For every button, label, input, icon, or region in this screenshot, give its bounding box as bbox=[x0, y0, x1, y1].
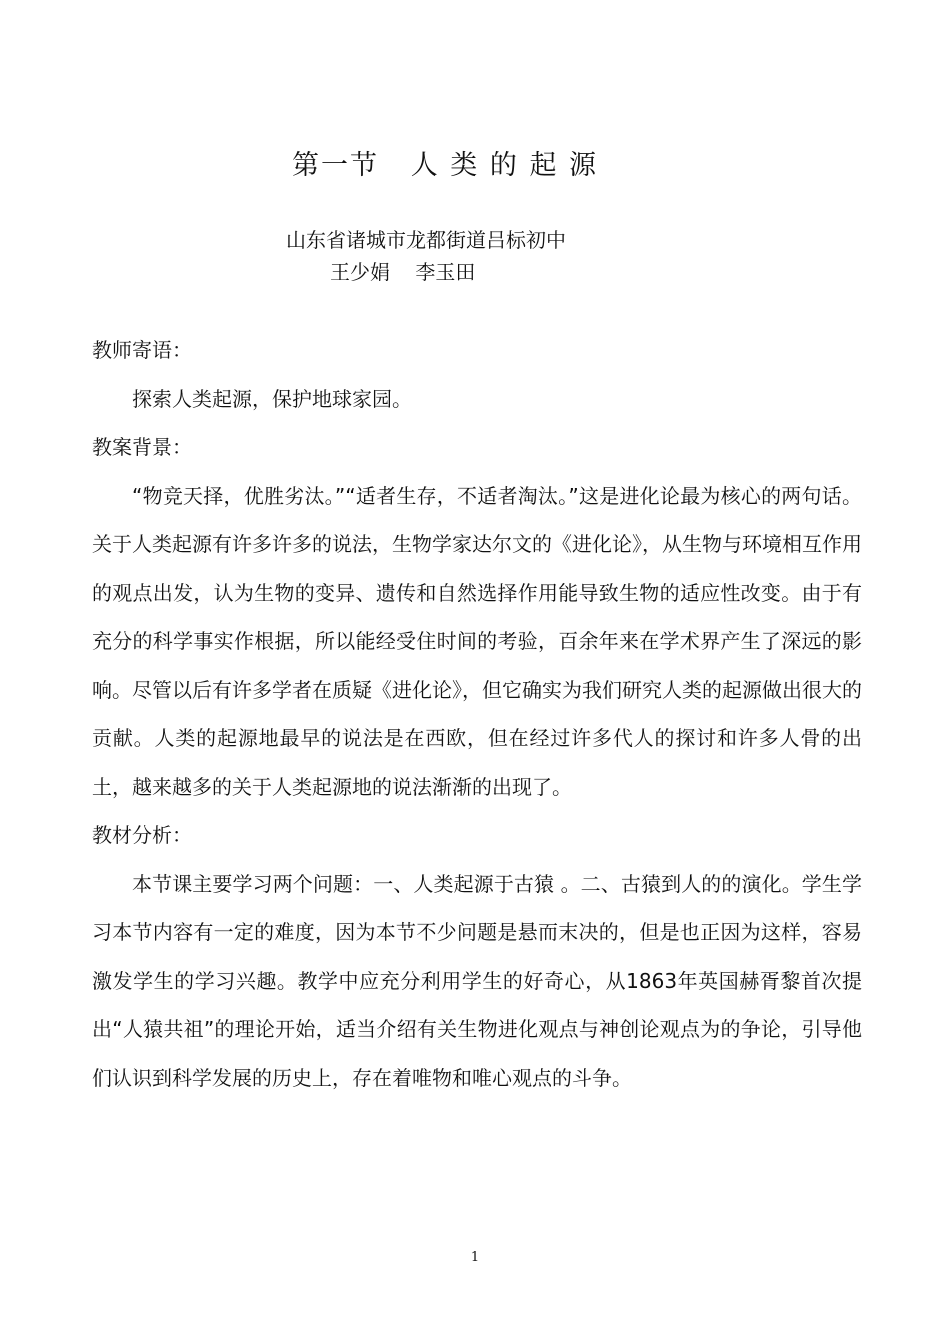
page-number: 1 bbox=[470, 1250, 480, 1265]
document-body bbox=[92, 326, 862, 1102]
school-name: 山东省诸城市龙都街道吕标初中 bbox=[286, 228, 566, 252]
author-names: 王少娟 李玉田 bbox=[330, 260, 476, 284]
section-paragraph-lesson-background: “物竞天择，优胜劣汰。”“适者生存，不适者淘汰。”这是进化论最为核心的两句话。关于人类起源有许多许多的说法，生物学家达尔文的《进化论》，从生物与环境相互作用的观点出发，认为生物的变异、遗传和自然选择作用能导致生物的适应性改变。由于有充分的科学事实作根据，所以能经受住时间的考验，百余年来在学术界产生了深远的影响。尽管以后有许多学者在质疑《进化论》，但它确实为我们研究人类的起源做出很大的贡献。人类的起源地最早的说法是在西欧，但在经过许多代人的探讨和许多人骨的出土，越来越多的关于人类起源地的说法渐渐的出现了。 bbox=[92, 483, 862, 799]
page-title: 第一节 人 类 的 起 源 bbox=[291, 150, 599, 181]
section-heading-textbook-analysis: 教材分析： bbox=[92, 823, 192, 847]
section-paragraph-teacher-message: 探索人类起源，保护地球家园。 bbox=[132, 386, 412, 411]
section-heading-teacher-message: 教师寄语： bbox=[92, 338, 192, 362]
section-heading-lesson-background: 教案背景： bbox=[92, 435, 192, 459]
section-paragraph-textbook-analysis: 本节课主要学习两个问题：一、人类起源于古猿 。二、古猿到人的的演化。学生学习本节内容有一定的难度，因为本节不少问题是悬而末决的，但是也正因为这样，容易激发学生的学习兴趣。教学中应充分利用学生的好奇心，从1863年英国赫胥黎首次提出“人猿共祖”的理论开始，适当介绍有关生物进化观点与神创论观点为的争论，引导他们认识到科学发展的历史上，存在着唯物和唯心观点的斗争。 bbox=[92, 871, 862, 1090]
